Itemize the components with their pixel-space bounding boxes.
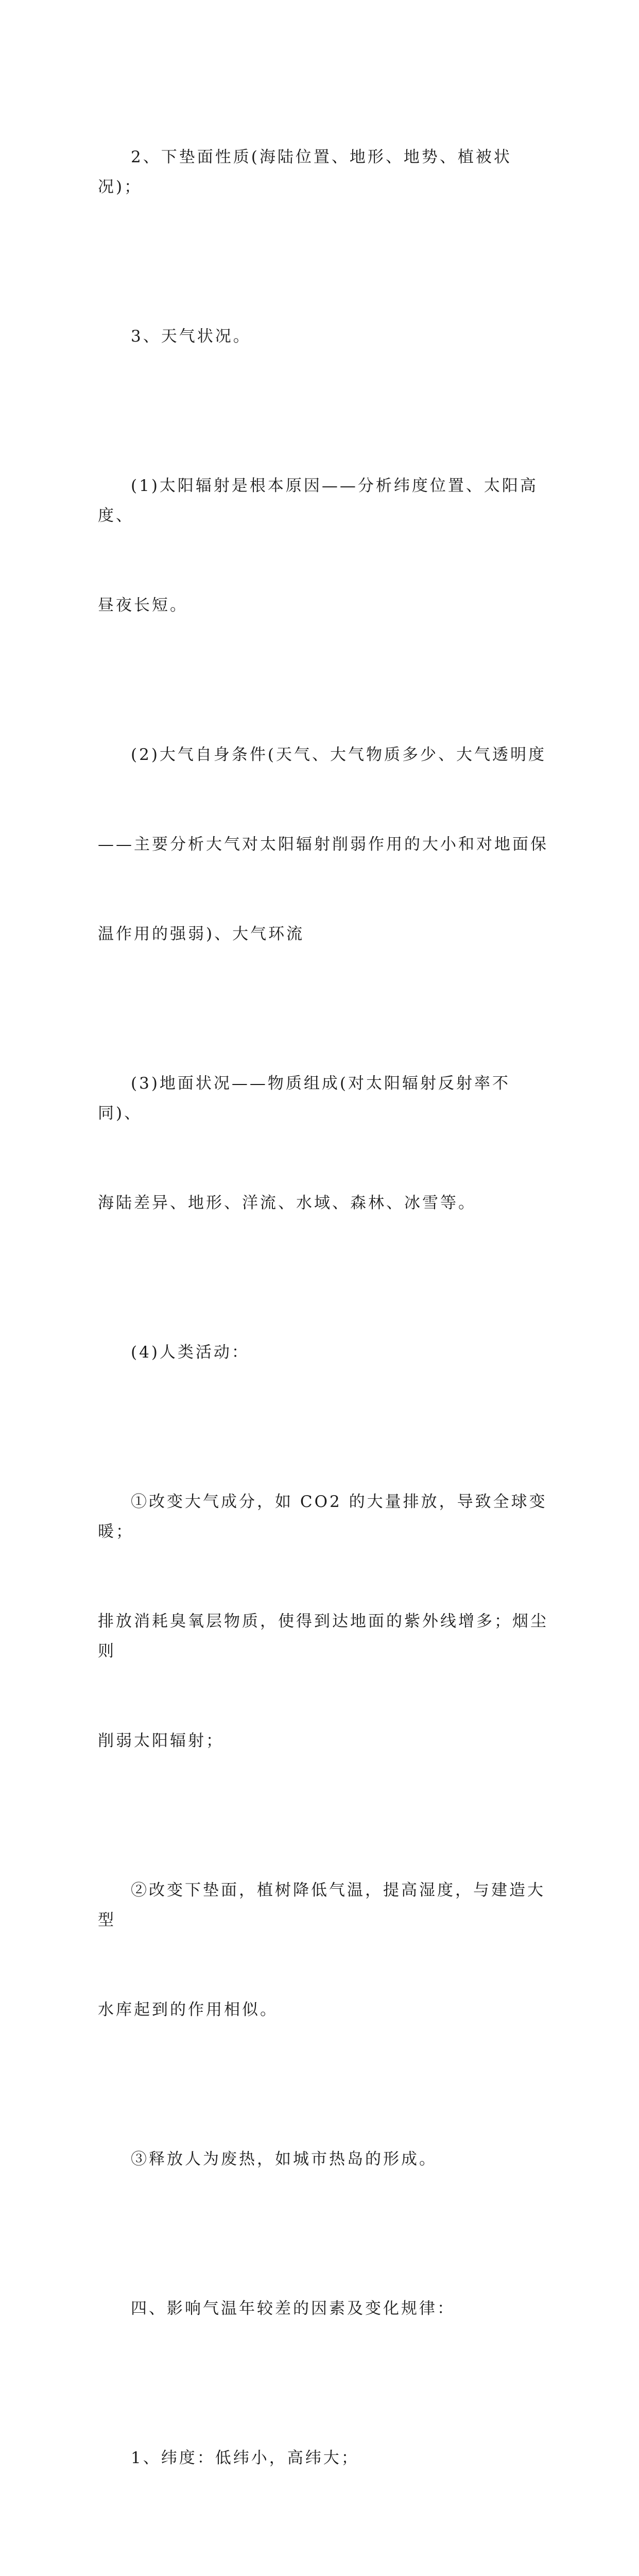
paragraph bbox=[98, 1816, 551, 2084]
text-line: 削弱太阳辐射； bbox=[98, 1732, 224, 1750]
text-line: ③释放人为废热，如城市热岛的形成。 bbox=[131, 2150, 437, 2168]
text-line: 海陆差异、地形、洋流、水域、森林、冰雪等。 bbox=[98, 1194, 476, 1212]
paragraph bbox=[98, 2383, 551, 2533]
text-line: 2、下垫面性质(海陆位置、地形、地势、植被状况)； bbox=[98, 148, 512, 196]
text-line: (2)大气自身条件(天气、大气物质多少、大气透明度 bbox=[131, 745, 547, 764]
document-body bbox=[98, 82, 551, 2576]
text-line: (3)地面状况——物质组成(对太阳辐射反射率不同)、 bbox=[98, 1074, 511, 1123]
paragraph bbox=[98, 2234, 551, 2383]
text-line: 昼夜长短。 bbox=[98, 596, 188, 615]
paragraph bbox=[98, 262, 551, 411]
paragraph bbox=[98, 680, 551, 1009]
text-line: 水库起到的作用相似。 bbox=[98, 2001, 278, 2019]
paragraph bbox=[98, 82, 551, 262]
text-line: ②改变下垫面，植树降低气温，提高湿度，与建造大型 bbox=[98, 1881, 545, 1929]
text-line: 排放消耗臭氧层物质，使得到达地面的紫外线增多；烟尘则 bbox=[98, 1612, 548, 1660]
text-line: 1、纬度：低纬小，高纬大； bbox=[131, 2449, 359, 2467]
paragraph bbox=[98, 411, 551, 680]
text-line: (1)太阳辐射是根本原因——分析纬度位置、太阳高度、 bbox=[98, 477, 538, 525]
text-line: 3、天气状况。 bbox=[131, 327, 251, 346]
paragraph bbox=[98, 1427, 551, 1816]
text-line: 温作用的强弱)、大气环流 bbox=[98, 925, 305, 943]
paragraph bbox=[98, 1278, 551, 1427]
paragraph bbox=[98, 1009, 551, 1278]
paragraph bbox=[98, 2084, 551, 2234]
text-line: ——主要分析大气对太阳辐射削弱作用的大小和对地面保 bbox=[98, 835, 548, 854]
text-line: (4)人类活动： bbox=[131, 1343, 250, 1362]
paragraph bbox=[98, 2533, 551, 2576]
text-line: 四、影响气温年较差的因素及变化规律： bbox=[131, 2299, 455, 2318]
text-line: ①改变大气成分，如 CO2 的大量排放，导致全球变暖； bbox=[98, 1493, 547, 1541]
